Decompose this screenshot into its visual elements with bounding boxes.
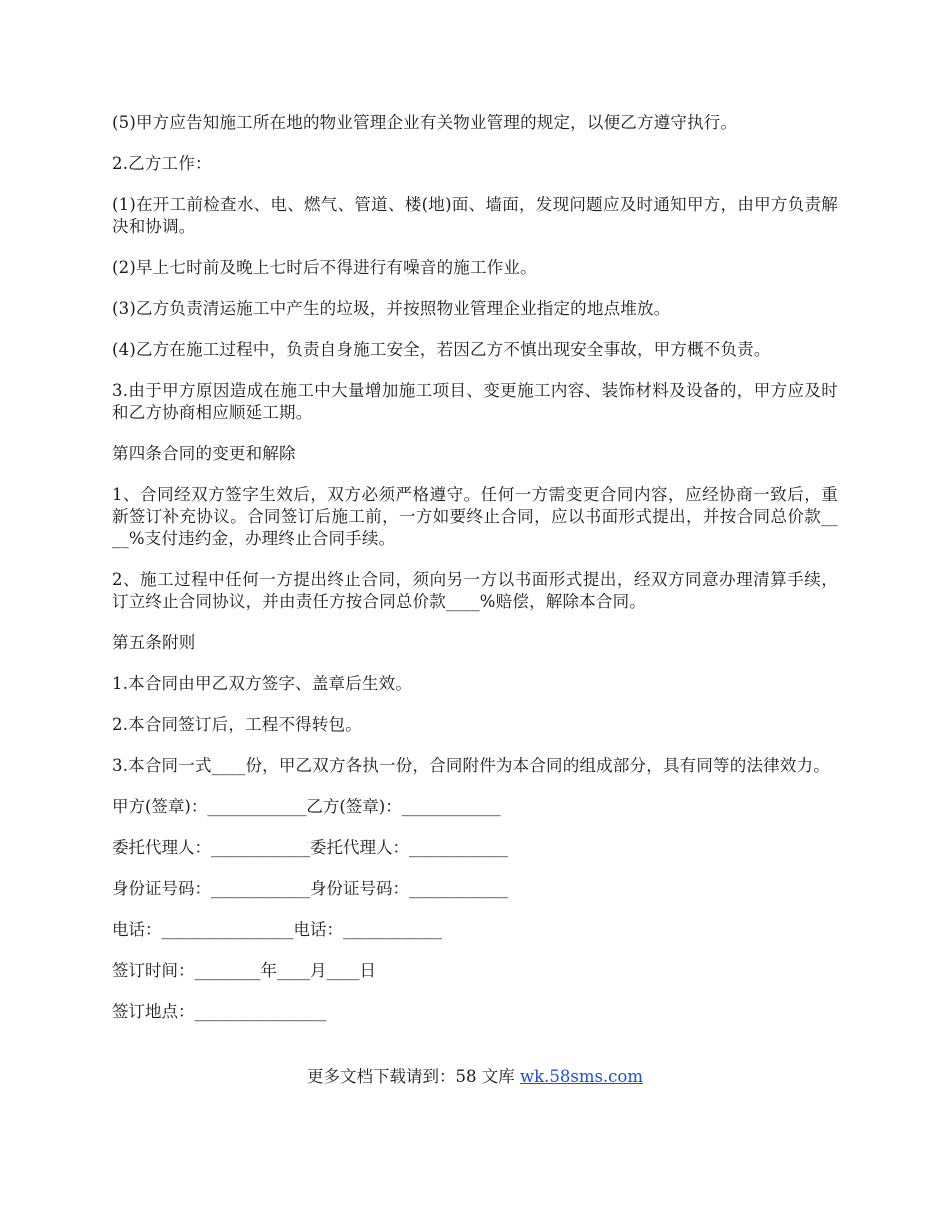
signature-line-id-number: 身份证号码：____________身份证号码：____________ (112, 879, 508, 898)
footer-link[interactable]: wk.58sms.com (519, 1067, 643, 1086)
paragraph: 2、施工过程中任何一方提出终止合同，须向另一方以书面形式提出，经双方同意办理清算手续，订立终止合同协议，并由责任方按合同总价款____%赔偿，解除本合同。 (112, 570, 838, 611)
paragraph: (5)甲方应告知施工所在地的物业管理企业有关物业管理的规定，以便乙方遵守执行。 (112, 113, 738, 132)
paragraph: (3)乙方负责清运施工中产生的垃圾，并按照物业管理企业指定的地点堆放。 (112, 299, 671, 318)
paragraph: 3.由于甲方原因造成在施工中大量增加施工项目、变更施工内容、装饰材料及设备的，甲方应及时和乙方协商相应顺延工期。 (112, 381, 838, 422)
section-heading: 第五条附则 (112, 633, 196, 652)
section-heading: 第四条合同的变更和解除 (112, 444, 296, 463)
footer-text: 更多文档下载请到：58 文库 (306, 1067, 520, 1086)
paragraph: (4)乙方在施工过程中，负责自身施工安全，若因乙方不慎出现安全事故，甲方概不负责。 (112, 340, 771, 359)
signature-line-date: 签订时间：________年____月____日 (112, 961, 376, 980)
paragraph: 1.本合同由甲乙双方签字、盖章后生效。 (112, 674, 413, 693)
paragraph: (2)早上七时前及晚上七时后不得进行有噪音的施工作业。 (112, 258, 537, 277)
paragraph: 1、合同经双方签字生效后，双方必须严格遵守。任何一方需变更合同内容，应经协商一致后，重新签订补充协议。合同签订后施工前，一方如要终止合同，应以书面形式提出，并按合同总价款____%支付违约金，办理终止合同手续。 (112, 485, 838, 548)
paragraph: 3.本合同一式____份，甲乙双方各执一份，合同附件为本合同的组成部分，具有同等的法律效力。 (112, 756, 830, 775)
signature-line-party: 甲方(签章)：____________乙方(签章)：____________ (112, 797, 501, 816)
section-heading: 2.乙方工作： (112, 154, 212, 173)
signature-line-agent: 委托代理人：____________委托代理人：____________ (112, 838, 508, 857)
signature-block (112, 796, 838, 1023)
footer (0, 1066, 950, 1088)
signature-line-place: 签订地点：________________ (112, 1002, 327, 1021)
paragraph: (1)在开工前检查水、电、燃气、管道、楼(地)面、墙面，发现问题应及时通知甲方，由甲方负责解决和协调。 (112, 195, 838, 236)
signature-line-phone: 电话：________________电话：____________ (112, 920, 442, 939)
paragraph: 2.本合同签订后，工程不得转包。 (112, 715, 362, 734)
document-body (112, 112, 838, 1042)
